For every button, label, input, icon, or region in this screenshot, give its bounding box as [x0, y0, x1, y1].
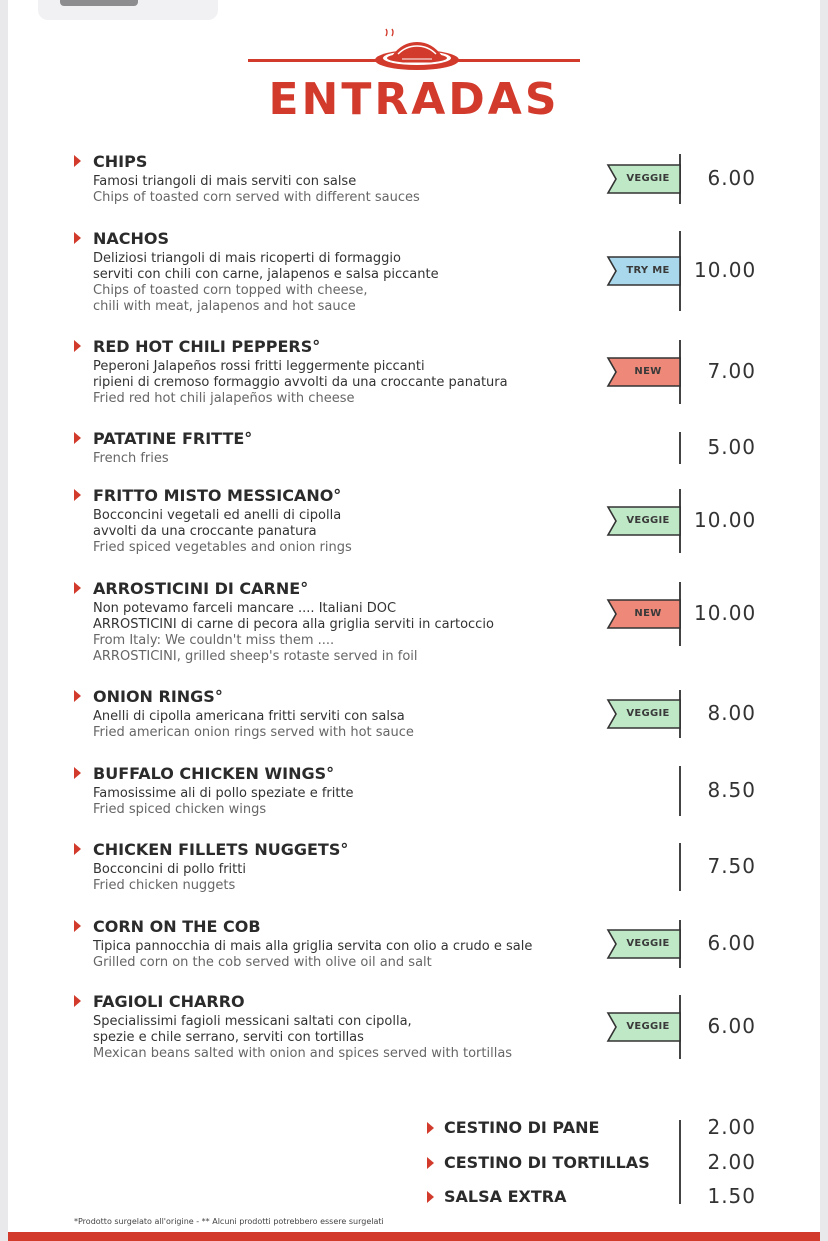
extra-item-price: 2.00: [707, 1150, 756, 1174]
extra-item-name: CESTINO DI PANE: [444, 1118, 600, 1137]
tag-ribbon: [606, 697, 682, 731]
description-italian-line: avvolti da una croccante panatura: [93, 524, 317, 539]
description-english-line: chili with meat, jalapenos and hot sauce: [93, 299, 356, 314]
bullet-arrow-icon: [74, 767, 81, 779]
footnote: *Prodotto surgelato all'origine - ** Alcuni prodotti potrebbero essere surgelati: [74, 1217, 384, 1226]
item-name: PATATINE FRITTE°: [93, 429, 253, 448]
description-italian-line: Bocconcini di pollo fritti: [93, 862, 246, 877]
item-name: CHIPS: [93, 152, 148, 171]
bullet-arrow-icon: [74, 690, 81, 702]
item-name: NACHOS: [93, 229, 170, 248]
description-english-line: Fried spiced chicken wings: [93, 802, 267, 817]
item-description: [93, 786, 354, 818]
item-price: 7.00: [707, 359, 756, 383]
bullet-arrow-icon: [74, 340, 81, 352]
item-description: [93, 251, 439, 315]
description-italian-line: Famosissime ali di pollo speziate e fritte: [93, 786, 354, 801]
item-name: FRITTO MISTO MESSICANO°: [93, 486, 342, 505]
item-price: 5.00: [707, 435, 756, 459]
tag-ribbon: [606, 254, 682, 288]
bullet-arrow-icon: [74, 489, 81, 501]
description-english-line: Chips of toasted corn topped with cheese,: [93, 283, 368, 298]
tag-label: VEGGIE: [626, 938, 670, 949]
item-description: [93, 601, 494, 665]
bullet-arrow-icon: [74, 920, 81, 932]
item-description: [93, 451, 169, 467]
item-price: 8.50: [707, 778, 756, 802]
bullet-arrow-icon: [74, 843, 81, 855]
tag-label: VEGGIE: [626, 1021, 670, 1032]
bullet-arrow-icon: [74, 232, 81, 244]
bullet-arrow-icon: [427, 1191, 434, 1203]
tag-ribbon: [606, 927, 682, 961]
tag-ribbon: [606, 162, 682, 196]
item-description: [93, 508, 352, 556]
bullet-arrow-icon: [74, 432, 81, 444]
description-italian-line: Tipica pannocchia di mais alla griglia servita con olio a crudo e sale: [93, 939, 533, 954]
description-english-line: Chips of toasted corn served with different sauces: [93, 190, 420, 205]
item-price: 6.00: [707, 931, 756, 955]
item-price: 10.00: [694, 258, 757, 282]
tag-ribbon: [606, 504, 682, 538]
status-pill: [38, 0, 218, 20]
description-italian-line: Specialissimi fagioli messicani saltati con cipolla,: [93, 1014, 412, 1029]
item-price: 7.50: [707, 854, 756, 878]
bottom-bar: [8, 1232, 820, 1241]
item-price: 8.00: [707, 701, 756, 725]
bullet-arrow-icon: [427, 1122, 434, 1134]
bullet-arrow-icon: [74, 995, 81, 1007]
description-english-line: Fried chicken nuggets: [93, 878, 236, 893]
item-description: [93, 174, 420, 206]
item-name: ARROSTICINI DI CARNE°: [93, 579, 309, 598]
item-price: 6.00: [707, 1014, 756, 1038]
item-description: [93, 709, 414, 741]
item-name: FAGIOLI CHARRO: [93, 992, 245, 1011]
item-price: 6.00: [707, 166, 756, 190]
description-english-line: ARROSTICINI, grilled sheep's rotaste served in foil: [93, 649, 418, 664]
price-divider: [679, 843, 681, 891]
tag-label: VEGGIE: [626, 708, 670, 719]
header-line-left: [248, 59, 376, 62]
sombrero-plate-icon: [372, 28, 462, 74]
tag-label: TRY ME: [626, 265, 670, 276]
item-name: CORN ON THE COB: [93, 917, 261, 936]
extras-divider: [679, 1120, 681, 1204]
description-italian-line: Famosi triangoli di mais serviti con salse: [93, 174, 357, 189]
item-name: RED HOT CHILI PEPPERS°: [93, 337, 321, 356]
description-italian-line: Non potevamo farceli mancare .... Italiani DOC: [93, 601, 397, 616]
description-italian-line: serviti con chili con carne, jalapenos e salsa piccante: [93, 267, 439, 282]
price-divider: [679, 766, 681, 816]
description-italian-line: ARROSTICINI di carne di pecora alla griglia serviti in cartoccio: [93, 617, 494, 632]
extra-item-price: 1.50: [707, 1184, 756, 1208]
description-english-line: Fried american onion rings served with hot sauce: [93, 725, 414, 740]
bullet-arrow-icon: [74, 155, 81, 167]
item-name: CHICKEN FILLETS NUGGETS°: [93, 840, 349, 859]
description-italian-line: Deliziosi triangoli di mais ricoperti di formaggio: [93, 251, 401, 266]
description-italian-line: spezie e chile serrano, serviti con tortillas: [93, 1030, 364, 1045]
item-description: [93, 1014, 512, 1062]
bullet-arrow-icon: [74, 582, 81, 594]
tag-ribbon: [606, 355, 682, 389]
description-italian-line: ripieni di cremoso formaggio avvolti da una croccante panatura: [93, 375, 508, 390]
item-description: [93, 939, 532, 971]
tag-ribbon: [606, 597, 682, 631]
tag-label: NEW: [634, 366, 662, 377]
extra-item-price: 2.00: [707, 1115, 756, 1139]
tag-ribbon: [606, 1010, 682, 1044]
item-price: 10.00: [694, 508, 757, 532]
description-english-line: From Italy: We couldn't miss them ....: [93, 633, 335, 648]
description-english-line: Fried spiced vegetables and onion rings: [93, 540, 352, 555]
item-description: [93, 359, 508, 407]
tag-label: NEW: [634, 608, 662, 619]
tag-label: VEGGIE: [626, 515, 670, 526]
page-title: ENTRADAS: [268, 74, 560, 125]
extra-item-name: SALSA EXTRA: [444, 1187, 567, 1206]
tag-label: VEGGIE: [626, 173, 670, 184]
item-price: 10.00: [694, 601, 757, 625]
description-italian-line: Bocconcini vegetali ed anelli di cipolla: [93, 508, 342, 523]
extra-item-name: CESTINO DI TORTILLAS: [444, 1153, 650, 1172]
description-english-line: French fries: [93, 451, 169, 466]
item-description: [93, 862, 246, 894]
price-divider: [679, 432, 681, 464]
description-italian-line: Anelli di cipolla americana fritti serviti con salsa: [93, 709, 405, 724]
item-name: BUFFALO CHICKEN WINGS°: [93, 764, 335, 783]
description-english-line: Mexican beans salted with onion and spices served with tortillas: [93, 1046, 513, 1061]
description-english-line: Grilled corn on the cob served with olive oil and salt: [93, 955, 432, 970]
header-line-right: [458, 59, 580, 62]
description-italian-line: Peperoni Jalapeños rossi fritti leggermente piccanti: [93, 359, 425, 374]
item-name: ONION RINGS°: [93, 687, 223, 706]
bullet-arrow-icon: [427, 1157, 434, 1169]
description-english-line: Fried red hot chili jalapeños with cheese: [93, 391, 355, 406]
